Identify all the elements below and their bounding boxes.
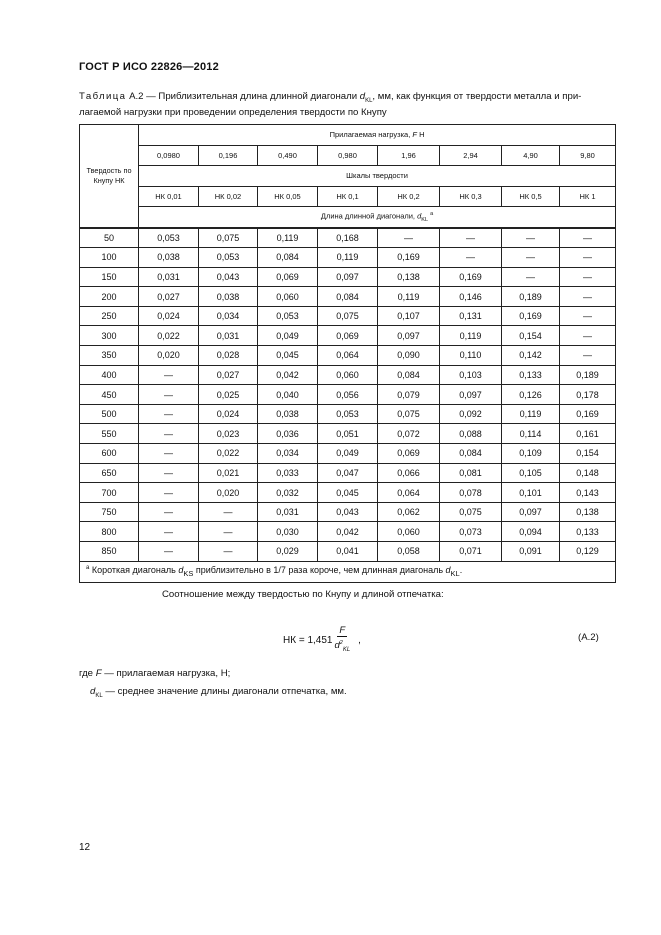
diagonal-cell: —	[440, 228, 502, 248]
hardness-cell: 750	[80, 502, 139, 522]
diagonal-cell: —	[139, 365, 199, 385]
diagonal-cell: —	[502, 228, 560, 248]
diagonal-cell: 0,168	[318, 228, 378, 248]
diagonal-cell: —	[560, 306, 616, 326]
diagonal-cell: 0,033	[258, 463, 318, 483]
diagonal-cell: 0,038	[258, 404, 318, 424]
hardness-cell: 700	[80, 483, 139, 503]
diagonal-cell: 0,047	[318, 463, 378, 483]
hardness-cell: 250	[80, 306, 139, 326]
diagonal-cell: —	[139, 444, 199, 464]
diagonal-cell: 0,040	[258, 385, 318, 405]
where-dash-2: —	[102, 686, 118, 697]
diagonal-cell: —	[139, 502, 199, 522]
table-row	[80, 502, 616, 522]
diagonal-cell: 0,103	[440, 365, 502, 385]
diagonal-header	[139, 207, 616, 228]
diagonal-cell: 0,119	[318, 248, 378, 268]
hardness-cell: 450	[80, 385, 139, 405]
diagonal-cell: 0,060	[258, 287, 318, 307]
scale-cell: НК 0,01	[139, 186, 199, 207]
diagonal-cell: 0,049	[318, 444, 378, 464]
table-row	[80, 424, 616, 444]
hardness-cell: 50	[80, 228, 139, 248]
diagonal-cell: 0,189	[560, 365, 616, 385]
diagonal-note-mark: a	[430, 210, 434, 217]
diagonal-cell: 0,051	[318, 424, 378, 444]
diagonal-cell: 0,079	[378, 385, 440, 405]
diagonal-cell: 0,133	[560, 522, 616, 542]
diagonal-cell: 0,062	[378, 502, 440, 522]
diagonal-cell: —	[560, 326, 616, 346]
diagonal-cell: 0,075	[318, 306, 378, 326]
diagonal-cell: —	[139, 522, 199, 542]
diagonal-cell: 0,027	[139, 287, 199, 307]
equation-number: (А.2)	[578, 632, 599, 643]
where-dash-1: —	[101, 668, 117, 679]
diagonal-cell: 0,066	[378, 463, 440, 483]
hardness-cell: 400	[80, 365, 139, 385]
diagonal-cell: —	[560, 267, 616, 287]
diagonal-cell: 0,038	[199, 287, 258, 307]
diagonal-cell: 0,119	[378, 287, 440, 307]
diagonal-cell: 0,069	[378, 444, 440, 464]
diagonal-cell: 0,161	[560, 424, 616, 444]
scale-cell: НК 0,2	[378, 186, 440, 207]
hardness-cell: 150	[80, 267, 139, 287]
formula-trailing: ,	[358, 634, 361, 646]
diagonal-cell: 0,069	[318, 326, 378, 346]
load-cell: 0,490	[258, 145, 318, 166]
footnote-text-middle: приблизительно в 1/7 раза короче, чем длинная диагональ	[193, 565, 446, 576]
diagonal-cell: 0,045	[258, 346, 318, 366]
table-caption	[79, 91, 615, 120]
diagonal-cell: —	[139, 483, 199, 503]
load-unit: Н	[419, 130, 425, 140]
caption-symbol-sub: KL	[365, 97, 373, 104]
diagonal-cell: 0,043	[199, 267, 258, 287]
diagonal-cell: 0,154	[502, 326, 560, 346]
diagonal-cell: 0,075	[440, 502, 502, 522]
diagonal-cell: 0,084	[318, 287, 378, 307]
diagonal-cell: 0,189	[502, 287, 560, 307]
hardness-cell: 600	[80, 444, 139, 464]
diagonal-cell: —	[502, 267, 560, 287]
diagonal-symbol-sub: KL	[421, 216, 429, 223]
table-row	[80, 287, 616, 307]
diagonal-cell: 0,029	[258, 542, 318, 562]
body-text: Соотношение между твердостью по Кнупу и длиной отпечатка:	[162, 589, 444, 600]
diagonal-cell: 0,097	[440, 385, 502, 405]
diagonal-symbol: d	[417, 211, 422, 221]
diagonal-cell: 0,060	[378, 522, 440, 542]
footnote-text-before: Короткая диагональ	[89, 565, 179, 576]
scale-cell: НК 0,02	[199, 186, 258, 207]
table-row	[80, 522, 616, 542]
diagonal-cell: 0,034	[199, 306, 258, 326]
footnote-sym1-sub: KS	[183, 568, 194, 578]
scale-cell: НК 0,1	[318, 186, 378, 207]
hardness-cell: 550	[80, 424, 139, 444]
diagonal-cell: 0,025	[199, 385, 258, 405]
diagonal-cell: 0,049	[258, 326, 318, 346]
diagonal-cell: 0,091	[502, 542, 560, 562]
diagonal-cell: 0,138	[378, 267, 440, 287]
diagonal-cell: 0,064	[318, 346, 378, 366]
diagonal-cell: —	[199, 522, 258, 542]
where-text-1: прилагаемая нагрузка, Н;	[116, 668, 231, 679]
formula-den-sub: KL	[342, 646, 351, 653]
diagonal-cell: 0,133	[502, 365, 560, 385]
diagonal-cell: 0,028	[199, 346, 258, 366]
hardness-cell: 650	[80, 463, 139, 483]
hardness-column-header: Твердость по Кнупу НК	[80, 125, 139, 228]
diagonal-cell: 0,056	[318, 385, 378, 405]
diagonal-cell: 0,053	[318, 404, 378, 424]
diagonal-cell: 0,053	[199, 248, 258, 268]
load-symbol: F	[412, 130, 417, 140]
diagonal-cell: —	[139, 424, 199, 444]
diagonal-cell: —	[560, 287, 616, 307]
caption-number: А.2	[129, 91, 144, 102]
diagonal-cell: 0,064	[378, 483, 440, 503]
diagonal-cell: 0,084	[378, 365, 440, 385]
diagonal-cell: 0,105	[502, 463, 560, 483]
diagonal-cell: 0,094	[502, 522, 560, 542]
diagonal-cell: 0,020	[139, 346, 199, 366]
diagonal-cell: 0,022	[199, 444, 258, 464]
diagonal-cell: 0,041	[318, 542, 378, 562]
scale-cell: НК 1	[560, 186, 616, 207]
diagonal-cell: —	[139, 463, 199, 483]
diagonal-cell: 0,178	[560, 385, 616, 405]
diagonal-cell: 0,119	[502, 404, 560, 424]
diagonal-cell: —	[560, 228, 616, 248]
diagonal-cell: 0,021	[199, 463, 258, 483]
diagonal-cell: 0,119	[440, 326, 502, 346]
diagonal-cell: 0,169	[440, 267, 502, 287]
diagonal-cell: 0,090	[378, 346, 440, 366]
diagonal-cell: 0,042	[318, 522, 378, 542]
diagonal-cell: 0,169	[502, 306, 560, 326]
caption-text-after: , мм, как функция от твердости металла и при-	[372, 91, 582, 102]
table-row	[80, 248, 616, 268]
page-number: 12	[79, 842, 91, 853]
loads-row	[80, 145, 616, 166]
diagonal-cell: 0,097	[318, 267, 378, 287]
diagonal-cell: 0,154	[560, 444, 616, 464]
diagonal-cell: 0,088	[440, 424, 502, 444]
diagonal-cell: 0,058	[378, 542, 440, 562]
diagonal-cell: 0,097	[502, 502, 560, 522]
where-line-1	[79, 668, 230, 679]
diagonal-cell: 0,027	[199, 365, 258, 385]
diagonal-cell: —	[378, 228, 440, 248]
diagonal-cell: 0,024	[199, 404, 258, 424]
hardness-cell: 100	[80, 248, 139, 268]
diagonal-cell: 0,084	[258, 248, 318, 268]
diagonal-cell: 0,031	[258, 502, 318, 522]
load-header-text: Прилагаемая нагрузка,	[329, 130, 411, 140]
diagonal-cell: 0,030	[258, 522, 318, 542]
hardness-cell: 300	[80, 326, 139, 346]
formula-den-symbol: d	[334, 639, 340, 651]
diagonal-cell: 0,114	[502, 424, 560, 444]
table-row	[80, 385, 616, 405]
table-row	[80, 542, 616, 562]
where-symbol-2: d	[90, 686, 96, 697]
hardness-cell: 350	[80, 346, 139, 366]
where-sub-2: KL	[95, 692, 103, 699]
diagonal-cell: 0,084	[440, 444, 502, 464]
diagonal-cell: 0,081	[440, 463, 502, 483]
table-row	[80, 326, 616, 346]
table-row	[80, 306, 616, 326]
diagonal-cell: 0,031	[139, 267, 199, 287]
formula-den-sup: 2	[339, 639, 343, 646]
formula-lhs: НК = 1,451	[283, 634, 333, 646]
footnote-sym2: d	[445, 565, 451, 576]
load-cell: 2,94	[440, 145, 502, 166]
formula-denominator	[334, 637, 350, 656]
diagonal-cell: 0,107	[378, 306, 440, 326]
load-cell: 4,90	[502, 145, 560, 166]
diagonal-cell: 0,146	[440, 287, 502, 307]
scale-cell: НК 0,3	[440, 186, 502, 207]
load-cell: 0,0980	[139, 145, 199, 166]
diagonal-cell: 0,053	[258, 306, 318, 326]
diagonal-cell: 0,075	[378, 404, 440, 424]
diagonal-cell: —	[560, 346, 616, 366]
diagonal-cell: 0,038	[139, 248, 199, 268]
diagonal-cell: 0,024	[139, 306, 199, 326]
scales-header: Шкалы твердости	[139, 166, 616, 187]
table-row	[80, 404, 616, 424]
diagonal-cell: 0,053	[139, 228, 199, 248]
diagonal-cell: 0,043	[318, 502, 378, 522]
diagonal-cell: —	[440, 248, 502, 268]
hardness-cell: 500	[80, 404, 139, 424]
table-row	[80, 267, 616, 287]
caption-symbol: d	[359, 91, 366, 102]
diagonal-cell: 0,071	[440, 542, 502, 562]
footnote-text-after: .	[459, 565, 463, 576]
where-symbol-1: F	[95, 668, 102, 679]
table-row	[80, 444, 616, 464]
diagonal-cell: 0,031	[199, 326, 258, 346]
formula-fraction	[334, 625, 350, 656]
diagonal-cell: 0,032	[258, 483, 318, 503]
diagonal-cell: 0,034	[258, 444, 318, 464]
diagonal-cell: —	[560, 248, 616, 268]
diagonal-cell: 0,126	[502, 385, 560, 405]
table-row	[80, 365, 616, 385]
diagonal-cell: 0,060	[318, 365, 378, 385]
document-header: ГОСТ Р ИСО 22826—2012	[79, 61, 219, 73]
footnote-sym1: d	[178, 565, 184, 576]
caption-line2: лагаемой нагрузки при проведении определения твердости по Кнупу	[79, 107, 387, 119]
table-row	[80, 463, 616, 483]
diagonal-cell: 0,092	[440, 404, 502, 424]
caption-text-before: — Приблизительная длина длинной диагонали	[143, 91, 360, 102]
caption-label: Таблица	[79, 91, 127, 102]
formula	[283, 624, 361, 656]
diagonal-cell: 0,129	[560, 542, 616, 562]
hardness-cell: 850	[80, 542, 139, 562]
diagonal-cell: 0,045	[318, 483, 378, 503]
where-text-2: среднее значение длины диагонали отпечатка, мм.	[117, 686, 347, 697]
load-cell: 9,80	[560, 145, 616, 166]
diagonal-cell: 0,110	[440, 346, 502, 366]
hardness-cell: 800	[80, 522, 139, 542]
diagonal-cell: 0,148	[560, 463, 616, 483]
diagonal-cell: 0,142	[502, 346, 560, 366]
diagonal-cell: 0,075	[199, 228, 258, 248]
where-intro: где	[79, 668, 94, 679]
load-header	[139, 125, 616, 146]
diagonal-cell: —	[502, 248, 560, 268]
diagonal-cell: 0,119	[258, 228, 318, 248]
where-line-2	[90, 686, 347, 699]
hardness-cell: 200	[80, 287, 139, 307]
diagonal-cell: 0,022	[139, 326, 199, 346]
footnote-mark: a	[86, 565, 90, 572]
diagonal-cell: 0,023	[199, 424, 258, 444]
diagonal-cell: 0,097	[378, 326, 440, 346]
diagonal-cell: —	[199, 542, 258, 562]
diagonal-cell: 0,131	[440, 306, 502, 326]
diagonal-cell: 0,073	[440, 522, 502, 542]
diagonal-cell: 0,101	[502, 483, 560, 503]
formula-numerator: F	[339, 624, 346, 636]
diagonal-cell: —	[139, 542, 199, 562]
table-row	[80, 228, 616, 248]
table-row	[80, 346, 616, 366]
scale-cell: НК 0,5	[502, 186, 560, 207]
table-body	[80, 228, 616, 562]
scales-row	[80, 186, 616, 207]
diagonal-cell: —	[139, 385, 199, 405]
hardness-table	[79, 124, 616, 583]
diagonal-cell: —	[199, 502, 258, 522]
scale-cell: НК 0,05	[258, 186, 318, 207]
load-cell: 1,96	[378, 145, 440, 166]
diagonal-cell: 0,138	[560, 502, 616, 522]
diagonal-cell: 0,143	[560, 483, 616, 503]
diagonal-cell: —	[139, 404, 199, 424]
load-cell: 0,196	[199, 145, 258, 166]
diagonal-cell: 0,042	[258, 365, 318, 385]
footnote-sym2-sub: KL	[450, 568, 460, 578]
diagonal-cell: 0,169	[560, 404, 616, 424]
diagonal-cell: 0,020	[199, 483, 258, 503]
load-cell: 0,980	[318, 145, 378, 166]
diagonal-cell: 0,169	[378, 248, 440, 268]
diagonal-cell: 0,109	[502, 444, 560, 464]
table-footnote	[80, 561, 616, 582]
table-row	[80, 483, 616, 503]
diagonal-cell: 0,069	[258, 267, 318, 287]
diagonal-cell: 0,078	[440, 483, 502, 503]
diagonal-header-text: Длина длинной диагонали,	[320, 211, 416, 221]
diagonal-cell: 0,072	[378, 424, 440, 444]
diagonal-cell: 0,036	[258, 424, 318, 444]
